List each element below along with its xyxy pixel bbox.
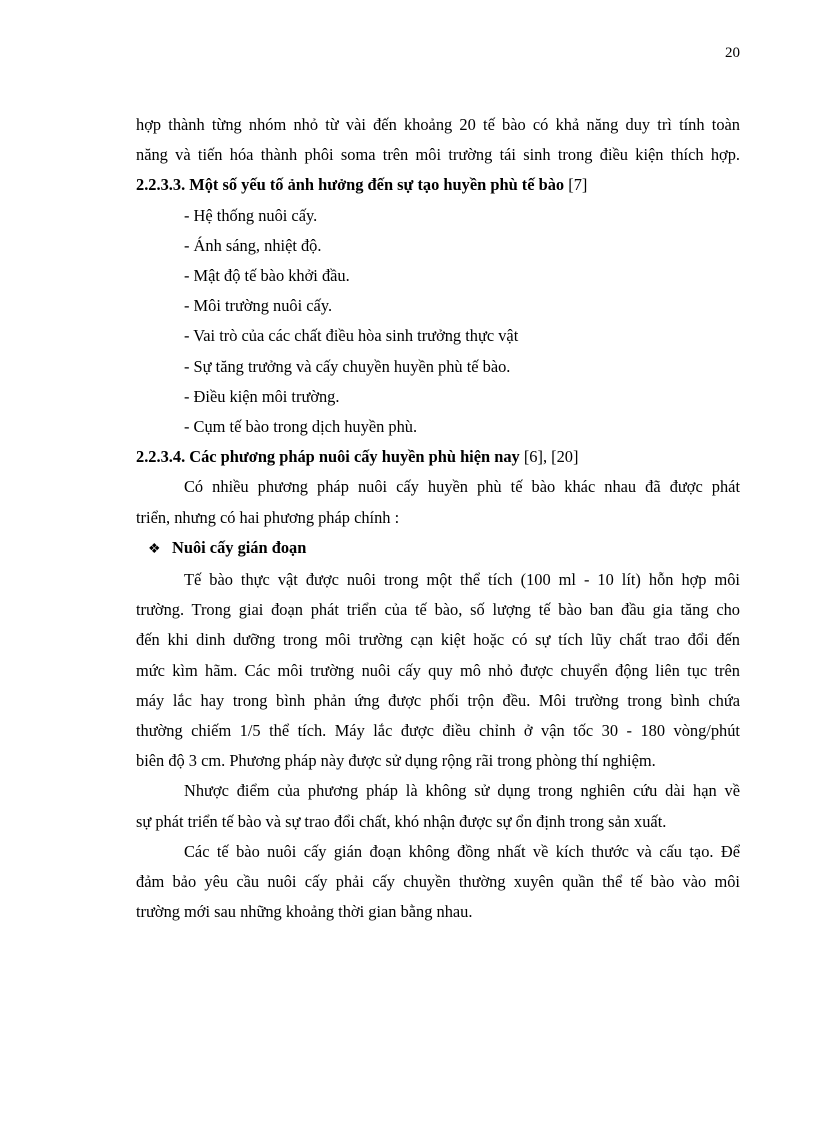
list-item: - Môi trường nuôi cấy. (184, 296, 333, 316)
page-number: 20 (725, 45, 740, 61)
text-line: máy lắc hay trong bình phản ứng được phối trộn đều. Môi trường trong bình chứa (136, 690, 740, 710)
batch-culture-paragraph-3 (136, 837, 740, 928)
list-item: - Ánh sáng, nhiệt độ. (184, 235, 322, 255)
section-heading-text: 2.2.3.4. Các phương pháp nuôi cấy huyền phù hiện nay (136, 447, 520, 467)
text-line: hợp thành từng nhóm nhỏ từ vài đến khoảng 20 tế bào có khả năng duy trì tính toàn (136, 115, 740, 134)
citation-ref: [6], [20] (523, 447, 579, 467)
list-item: - Hệ thống nuôi cấy. (184, 205, 318, 225)
text-line: đảm bảo yêu cầu nuôi cấy phải cấy chuyền thường xuyên quần thể tế bào vào môi (136, 872, 740, 892)
section-heading-2-2-3-3 (136, 170, 740, 200)
batch-culture-paragraph-2 (136, 776, 740, 836)
subheading-batch-culture (136, 533, 740, 565)
text-line: mức kìm hãm. Các môi trường nuôi cấy quy mô nhỏ được chuyển động liên tục trên (136, 660, 740, 680)
list-item: - Vai trò của các chất điều hòa sinh trưởng thực vật (184, 326, 519, 346)
section-heading-2-2-3-4 (136, 442, 740, 472)
text-line: năng và tiến hóa thành phôi soma trên môi trường tái sinh trong điều kiện thích hợp. (136, 145, 740, 165)
document-body (136, 110, 740, 927)
section-heading-text: 2.2.3.3. Một số yếu tố ảnh hưởng đến sự tạo huyền phù tế bào (136, 175, 565, 195)
text-line: biên độ 3 cm. Phương pháp này được sử dụng rộng rãi trong phòng thí nghiệm. (136, 751, 656, 771)
list-item: - Cụm tế bào trong dịch huyền phù. (184, 417, 418, 437)
text-line: sự phát triển tế bào và sự trao đổi chất, khó nhận được sự ổn định trong sản xuất. (136, 811, 667, 831)
list-item: - Điều kiện môi trường. (184, 386, 340, 406)
list-item: - Mật độ tế bào khởi đầu. (184, 266, 350, 286)
subheading-text: Nuôi cấy gián đoạn (172, 537, 307, 557)
text-line: trường mới sau những khoảng thời gian bằng nhau. (136, 902, 473, 922)
factor-list (136, 201, 740, 443)
text-line: thường chiếm 1/5 thể tích. Máy lắc được điều chỉnh ở vận tốc 30 - 180 vòng/phút (136, 721, 740, 741)
text-line: đến khi dinh dưỡng trong môi trường cạn kiệt hoặc có sự tích lũy chất trao đổi đến (136, 630, 740, 650)
text-line: triển, nhưng có hai phương pháp chính : (136, 507, 400, 527)
list-item: - Sự tăng trưởng và cấy chuyền huyền phù tế bào. (184, 356, 511, 376)
batch-culture-paragraph-1 (136, 565, 740, 776)
diamond-bullet-icon: ❖ (148, 541, 161, 557)
text-line: Có nhiều phương pháp nuôi cấy huyền phù tế bào khác nhau đã được phát (184, 477, 740, 497)
text-line: trường. Trong giai đoạn phát triển của tế bào, số lượng tế bào ban đầu gia tăng cho (136, 600, 740, 620)
text-line: Các tế bào nuôi cấy gián đoạn không đồng nhất về kích thước và cấu tạo. Để (184, 841, 740, 861)
intro-paragraph (136, 110, 740, 170)
text-line: Nhược điểm của phương pháp là không sử dụng trong nghiên cứu dài hạn về (184, 781, 740, 801)
citation-ref: [7] (568, 175, 588, 195)
methods-intro-paragraph (136, 472, 740, 532)
text-line: Tế bào thực vật được nuôi trong một thể tích (100 ml - 10 lít) hỗn hợp môi (184, 570, 740, 590)
